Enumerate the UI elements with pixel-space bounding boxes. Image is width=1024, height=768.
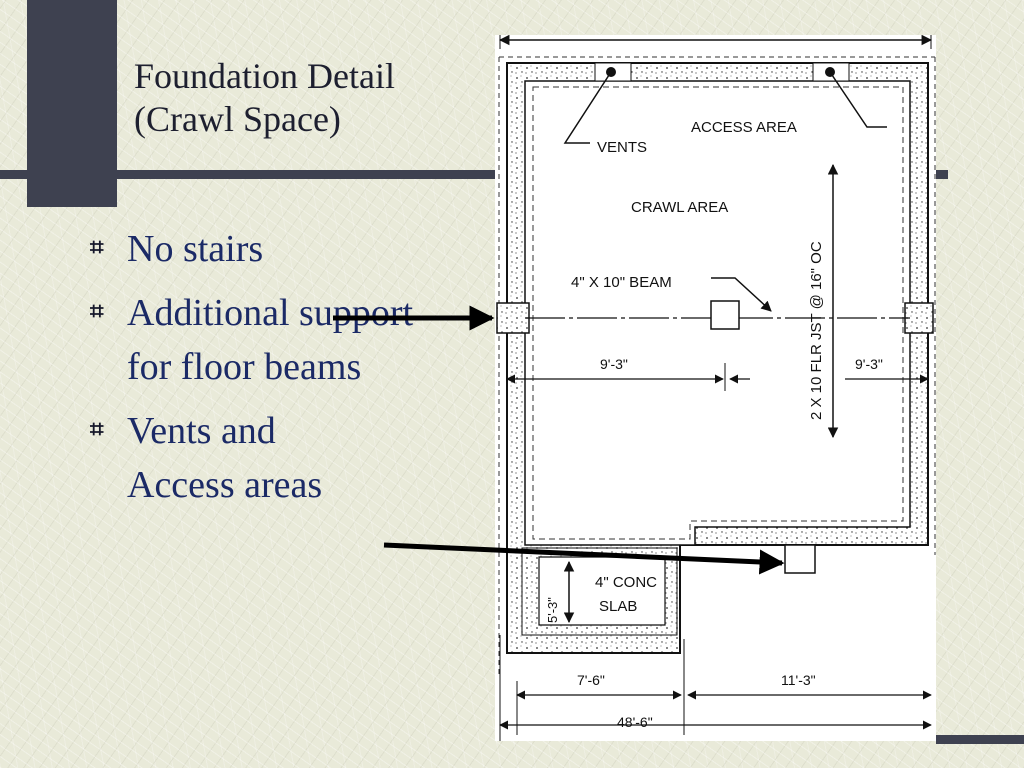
bullet-item-additional-support [90,286,442,394]
dim-left-label: 9'-3" [600,356,628,372]
horizontal-rule-right-bottom [936,735,1024,744]
access-area-label: ACCESS AREA [691,119,797,136]
vents-label: VENTS [597,139,648,156]
crawl-area-label: CRAWL AREA [631,199,729,216]
slide-title [134,55,395,141]
foundation-plan-drawing [495,35,936,741]
dim-slab-width-label: 7'-6" [577,672,605,688]
bullet-text: No stairs [127,228,264,270]
hash-bullet-icon: ⌗ [90,233,104,261]
horizontal-rule-left [0,170,500,179]
bullet-item-no-stairs [90,222,440,276]
dim-overall-label: 48'-6" [617,714,653,730]
bullet-text: Additional support for floor beams [127,292,414,388]
slab-height-label: 5'-3" [545,597,560,623]
bullet-text: Vents and Access areas [127,410,323,506]
bullet-item-vents-access [90,404,377,512]
slide-title-line-2: (Crawl Space) [134,99,341,139]
bottom-access-opening [785,545,815,573]
beam-pier [711,301,739,329]
horizontal-rule-right-top [936,170,948,179]
dim-right-width-label: 11'-3" [781,672,816,688]
beam-label: 4" X 10" BEAM [571,274,672,291]
bullet-list [90,222,440,522]
dim-right-label: 9'-3" [855,356,883,372]
foundation-plan-svg [495,35,936,741]
joist-label: 2 X 10 FLR JST @ 16" OC [808,241,825,420]
hash-bullet-icon: ⌗ [90,415,104,443]
hash-bullet-icon: ⌗ [90,297,104,325]
slab-label-line-1: 4" CONC [595,574,657,591]
slab-label-line-2: SLAB [599,598,638,615]
slide-title-line-1: Foundation Detail [134,56,395,96]
top-dimension-line [500,35,931,49]
